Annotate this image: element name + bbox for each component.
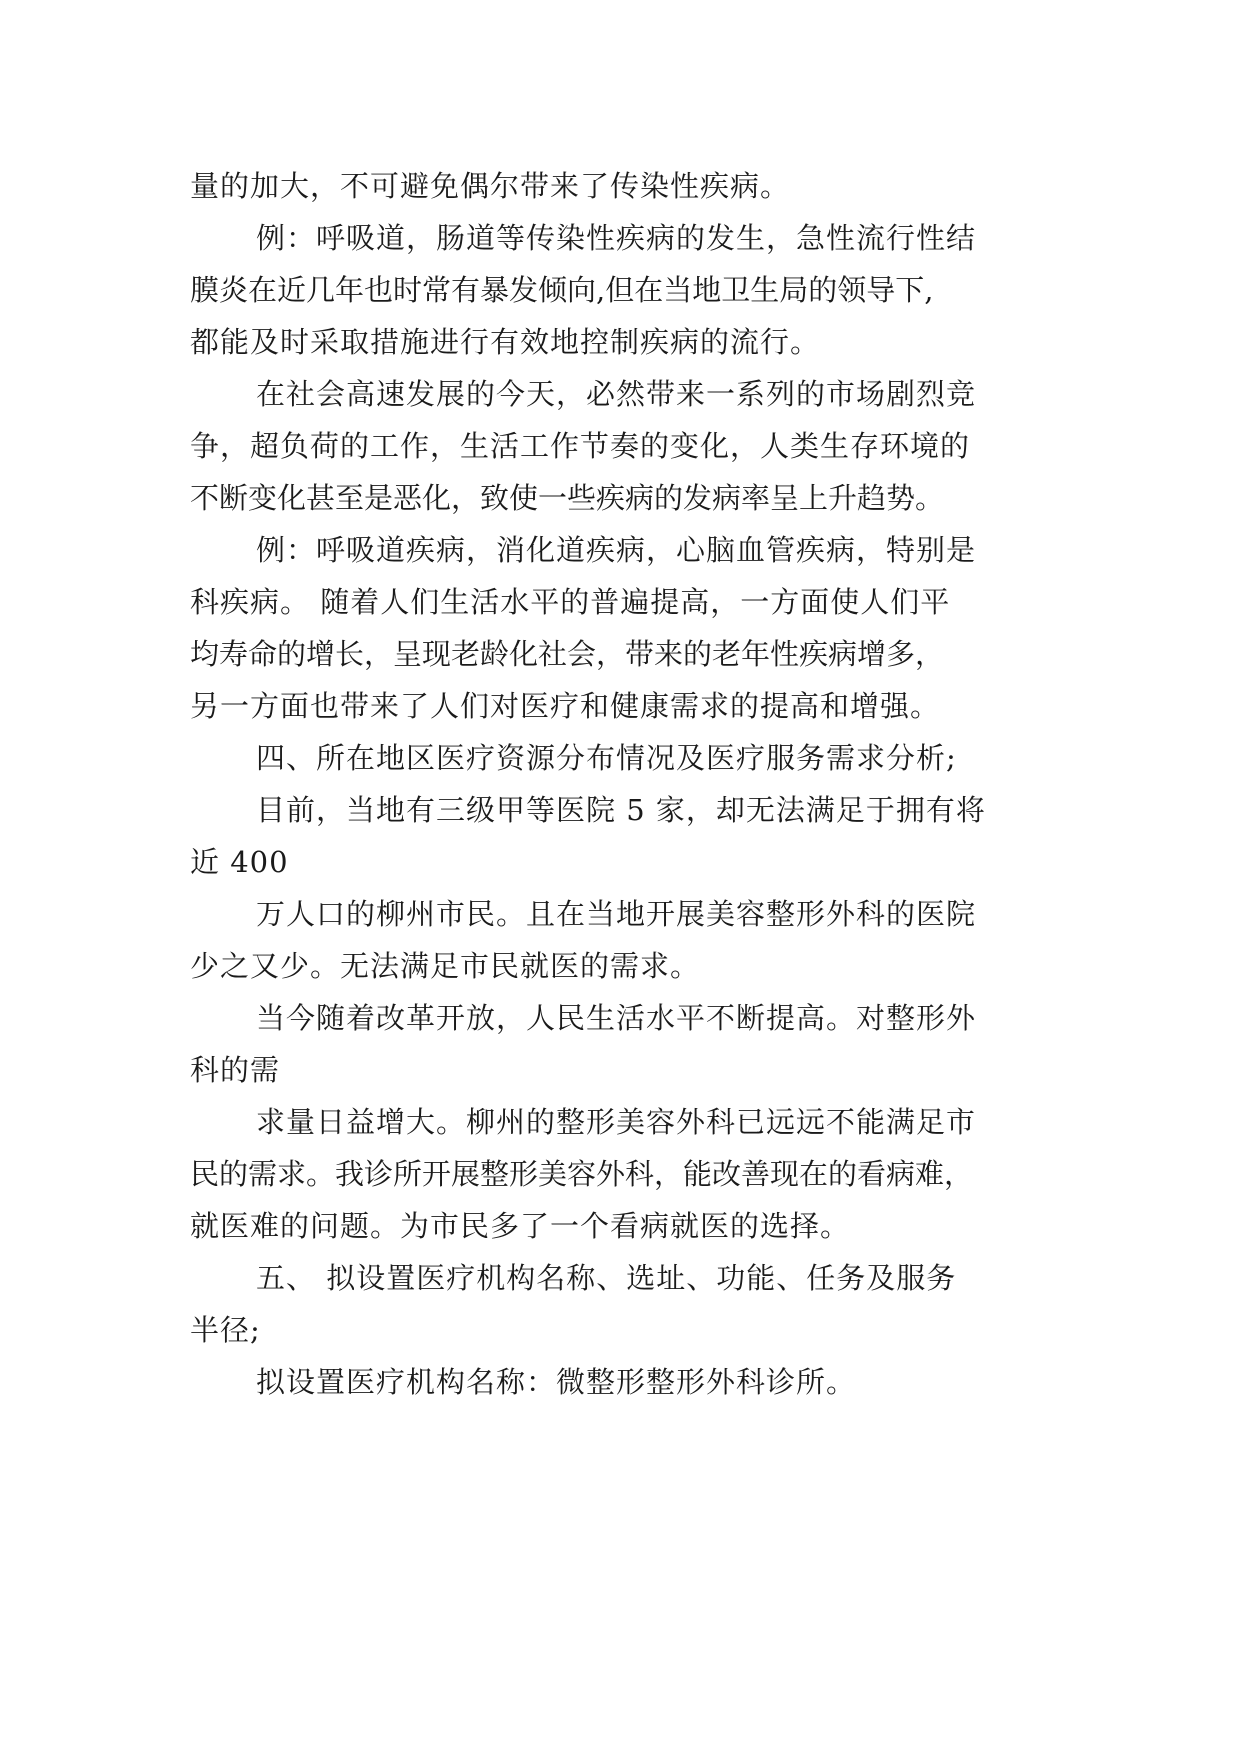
text-line: 例：呼吸道疾病，消化道疾病，心脑血管疾病，特别是 xyxy=(256,533,977,567)
text-line: 均寿命的增长，呈现老龄化社会，带来的老年性疾病增多， xyxy=(190,637,945,671)
text-line: 在社会高速发展的今天，必然带来一系列的市场剧烈竞 xyxy=(256,377,977,411)
text-line: 拟设置医疗机构名称：微整形整形外科诊所。 xyxy=(256,1365,857,1399)
text-line: 量的加大，不可避免偶尔带来了传染性疾病。 xyxy=(190,169,791,203)
text-line: 膜炎在近几年也时常有暴发倾向,但在当地卫生局的领导下, xyxy=(190,273,934,307)
text-line: 不断变化甚至是恶化，致使一些疾病的发病率呈上升趋势。 xyxy=(190,481,945,515)
text-line: 求量日益增大。柳州的整形美容外科已远远不能满足市 xyxy=(256,1105,977,1139)
section-heading-four: 四、所在地区医疗资源分布情况及医疗服务需求分析; xyxy=(256,741,957,775)
text-line: 另一方面也带来了人们对医疗和健康需求的提高和增强。 xyxy=(190,689,941,723)
text-line: 少之又少。无法满足市民就医的需求。 xyxy=(190,949,701,983)
document-body xyxy=(190,160,1090,1408)
text-line: 科的需 xyxy=(190,1053,281,1087)
section-heading-five: 五、 拟设置医疗机构名称、选址、功能、任务及服务 xyxy=(256,1261,957,1295)
text-line: 都能及时采取措施进行有效地控制疾病的流行。 xyxy=(190,325,821,359)
text-line: 近 400 xyxy=(190,845,289,879)
text-line: 科疾病。 随着人们生活水平的普遍提高，一方面使人们平 xyxy=(190,585,951,619)
text-line: 目前，当地有三级甲等医院 5 家，却无法满足于拥有将 xyxy=(256,793,986,827)
text-line: 就医难的问题。为市民多了一个看病就医的选择。 xyxy=(190,1209,851,1243)
text-line: 半径; xyxy=(190,1313,261,1347)
text-line: 万人口的柳州市民。且在当地开展美容整形外科的医院 xyxy=(256,897,977,931)
text-line: 当今随着改革开放，人民生活水平不断提高。对整形外 xyxy=(256,1001,977,1035)
text-line: 民的需求。我诊所开展整形美容外科，能改善现在的看病难， xyxy=(190,1157,974,1191)
text-line: 争，超负荷的工作，生活工作节奏的变化，人类生存环境的 xyxy=(190,429,971,463)
text-line: 例：呼吸道，肠道等传染性疾病的发生，急性流行性结 xyxy=(256,221,977,255)
